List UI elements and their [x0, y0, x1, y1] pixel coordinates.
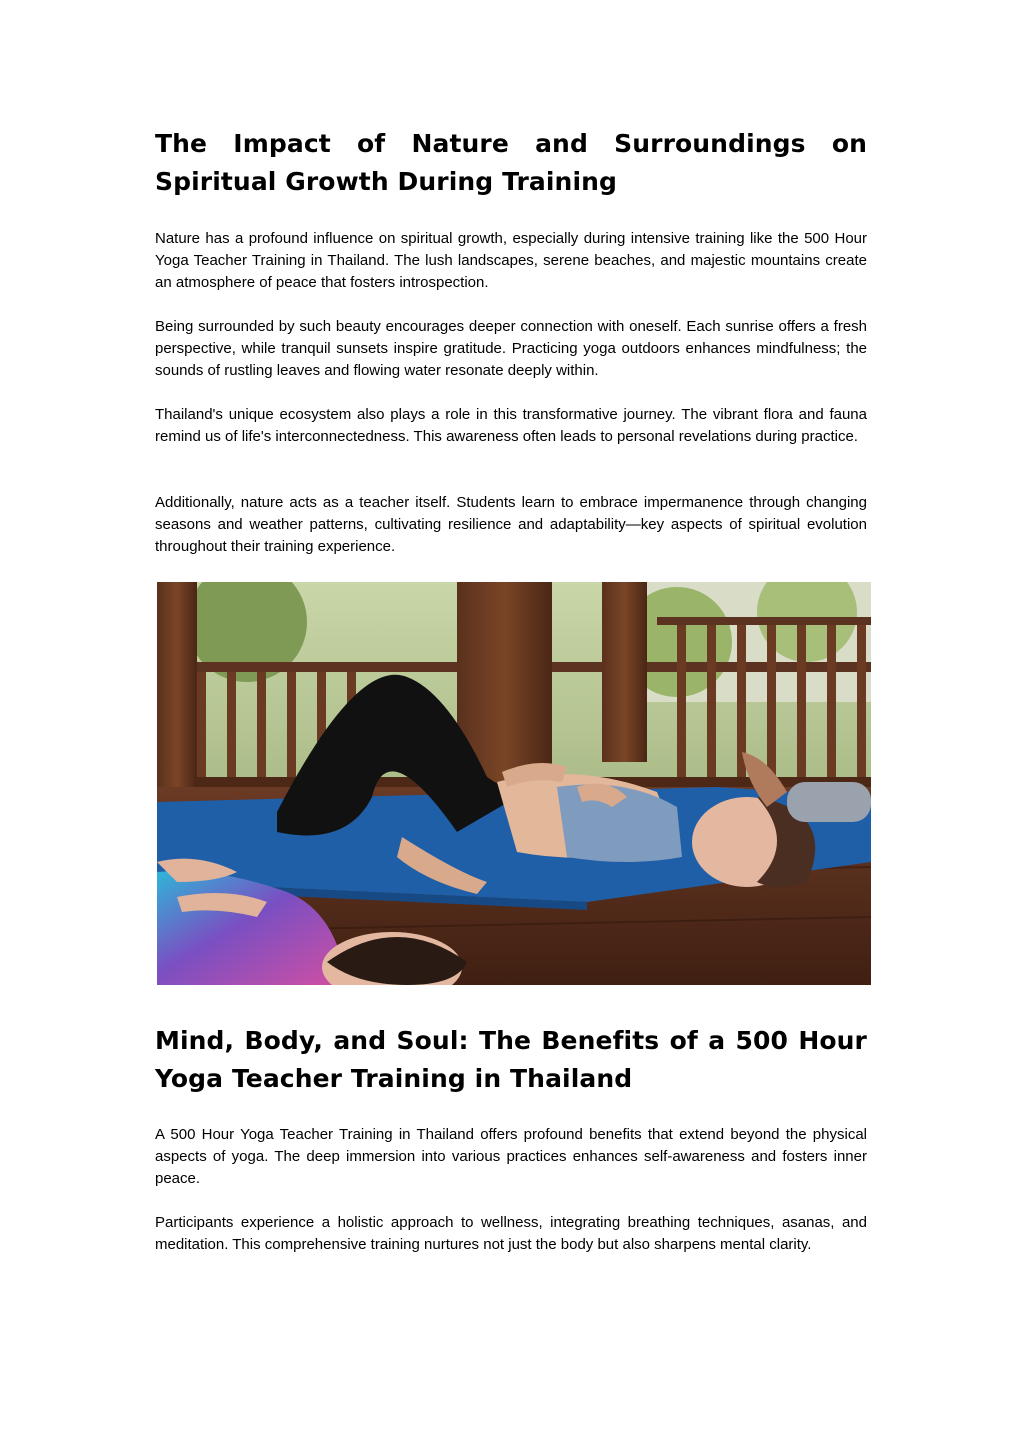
paragraph-benefits-intro: A 500 Hour Yoga Teacher Training in Thailand offers profound benefits that extend beyond the physical aspects of yoga. The deep immersion into various practices enhances self-awareness and fosters inner peace. — [155, 1126, 867, 1187]
section-heading-nature: The Impact of Nature and Surroundings on Spiritual Growth During Training — [155, 129, 867, 196]
paragraph-nature-teacher: Additionally, nature acts as a teacher itself. Students learn to embrace impermanence through changing seasons and weather patterns, cultivating resilience and adaptability—key aspects of spiritual evolution throughout their training experience. — [155, 494, 867, 555]
paragraph-beauty-connection: Being surrounded by such beauty encourages deeper connection with oneself. Each sunrise offers a fresh perspective, while tranquil sunsets inspire gratitude. Practicing yoga outdoors enhances mindfulness; the sounds of rustling leaves and flowing water resonate deeply within. — [155, 318, 867, 379]
paragraph-holistic-approach: Participants experience a holistic approach to wellness, integrating breathing techniques, asanas, and meditation. This comprehensive training nurtures not just the body but also sharpens mental clarity. — [155, 1214, 867, 1253]
yoga-photo-icon — [157, 582, 871, 985]
paragraph-ecosystem: Thailand's unique ecosystem also plays a role in this transformative journey. The vibrant flora and fauna remind us of life's interconnectedness. This awareness often leads to personal revelations during practice. — [155, 406, 867, 445]
section-heading-benefits: Mind, Body, and Soul: The Benefits of a 500 Hour Yoga Teacher Training in Thailand — [155, 1026, 867, 1093]
paragraph-nature-influence: Nature has a profound influence on spiritual growth, especially during intensive training like the 500 Hour Yoga Teacher Training in Thailand. The lush landscapes, serene beaches, and majestic mountains create an atmosphere of peace that fosters introspection. — [155, 230, 867, 291]
yoga-class-photo — [157, 582, 871, 985]
